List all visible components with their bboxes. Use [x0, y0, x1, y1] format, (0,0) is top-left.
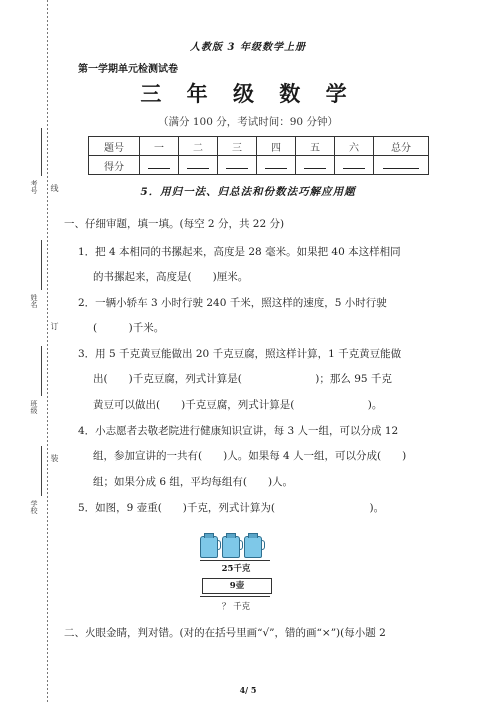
score-header-cell: 总分	[374, 137, 429, 156]
binding-label-kaohao: 考号	[30, 180, 38, 194]
binding-char-xian: 线	[50, 184, 59, 192]
kettle-weight-diagram	[198, 532, 274, 616]
question-3-line-1: 3．用 5 千克黄豆能做出 20 千克豆腐，照这样计算，1 千克黄豆能做	[78, 348, 402, 360]
score-header-cell: 五	[296, 137, 335, 156]
question-3-line-2: 出( )千克豆腐，列式计算是( )；那么 95 千克	[93, 373, 392, 385]
question-1-line-2: 的书摞起来，高度是( )厘米。	[93, 271, 249, 283]
binding-label-xingming: 姓名	[30, 294, 38, 308]
question-1-line-1: 1．把 4 本相同的书摞起来，高度是 28 毫米。如果把 40 本这样相同	[78, 246, 401, 258]
score-blank[interactable]	[296, 156, 335, 175]
question-2-line-1: 2．一辆小轿车 3 小时行驶 240 千米，照这样的速度，5 小时行驶	[78, 297, 387, 309]
kettle-icon	[222, 536, 240, 558]
score-header-cell: 六	[335, 137, 374, 156]
page-number: 4/ 5	[239, 685, 257, 695]
score-table-header-row	[89, 137, 429, 156]
page-title: 三 年 级 数 学	[140, 82, 356, 106]
binding-label-banji: 班级	[30, 400, 38, 414]
score-header-cell: 题号	[89, 137, 140, 156]
score-blank[interactable]	[140, 156, 179, 175]
brace-bottom	[200, 596, 270, 597]
brace-top	[200, 560, 270, 561]
diagram-bottom-label: ？ 千克	[221, 602, 251, 612]
binding-char-zhuang: 装	[50, 454, 59, 462]
question-4-line-1: 4．小志愿者去敬老院进行健康知识宣讲，每 3 人一组，可以分成 12	[78, 425, 399, 437]
diagram-box-label: 9壶	[202, 578, 272, 594]
score-blank[interactable]	[257, 156, 296, 175]
binding-blank-banji	[41, 346, 42, 396]
book-series-title: 人教版 3 年级数学上册	[190, 42, 306, 53]
question-3-line-3: 黄豆可以做出( )千克豆腐，列式计算是( )。	[93, 399, 383, 411]
kettle-handle-icon	[217, 540, 221, 550]
question-4-line-3: 组；如果分成 6 组，平均每组有( )人。	[93, 476, 294, 488]
section-heading: 5．用归一法、归总法和份数法巧解应用题	[140, 186, 356, 198]
exam-subtitle: 第一学期单元检测试卷	[78, 64, 178, 75]
kettle-icon	[200, 536, 218, 558]
score-table	[88, 136, 429, 175]
score-header-cell: 二	[179, 137, 218, 156]
question-4-line-2: 组，参加宣讲的一共有( )人。如果每 4 人一组，可以分成( )	[93, 450, 407, 462]
score-blank[interactable]	[335, 156, 374, 175]
score-blank[interactable]	[218, 156, 257, 175]
binding-label-xuexiao: 学校	[30, 500, 38, 514]
question-5-line-1: 5．如图，9 壶重( )千克，列式计算为( )。	[78, 502, 385, 514]
score-header-cell: 四	[257, 137, 296, 156]
kettle-handle-icon	[239, 540, 243, 550]
score-header-cell: 一	[140, 137, 179, 156]
score-row-label: 得分	[89, 156, 140, 175]
kettle-icon	[244, 536, 262, 558]
score-blank-total[interactable]	[374, 156, 429, 175]
binding-blank-xuexiao	[41, 446, 42, 496]
binding-blank-xingming	[41, 240, 42, 290]
score-header-cell: 三	[218, 137, 257, 156]
score-table-score-row	[89, 156, 429, 175]
question-2-line-2: ( )千米。	[93, 322, 165, 334]
part2-heading: 二、火眼金睛，判对错。(对的在括号里画“√”，错的画“×”)(每小题 2	[64, 627, 386, 639]
binding-blank-kaohao	[41, 128, 42, 176]
exam-info: （满分 100 分，考试时间：90 分钟）	[158, 116, 338, 128]
kettle-handle-icon	[261, 540, 265, 550]
binding-char-ding: 订	[50, 322, 59, 330]
diagram-top-label: 25千克	[221, 564, 251, 574]
score-blank[interactable]	[179, 156, 218, 175]
part1-heading: 一、仔细审题，填一填。(每空 2 分，共 22 分)	[64, 218, 285, 230]
